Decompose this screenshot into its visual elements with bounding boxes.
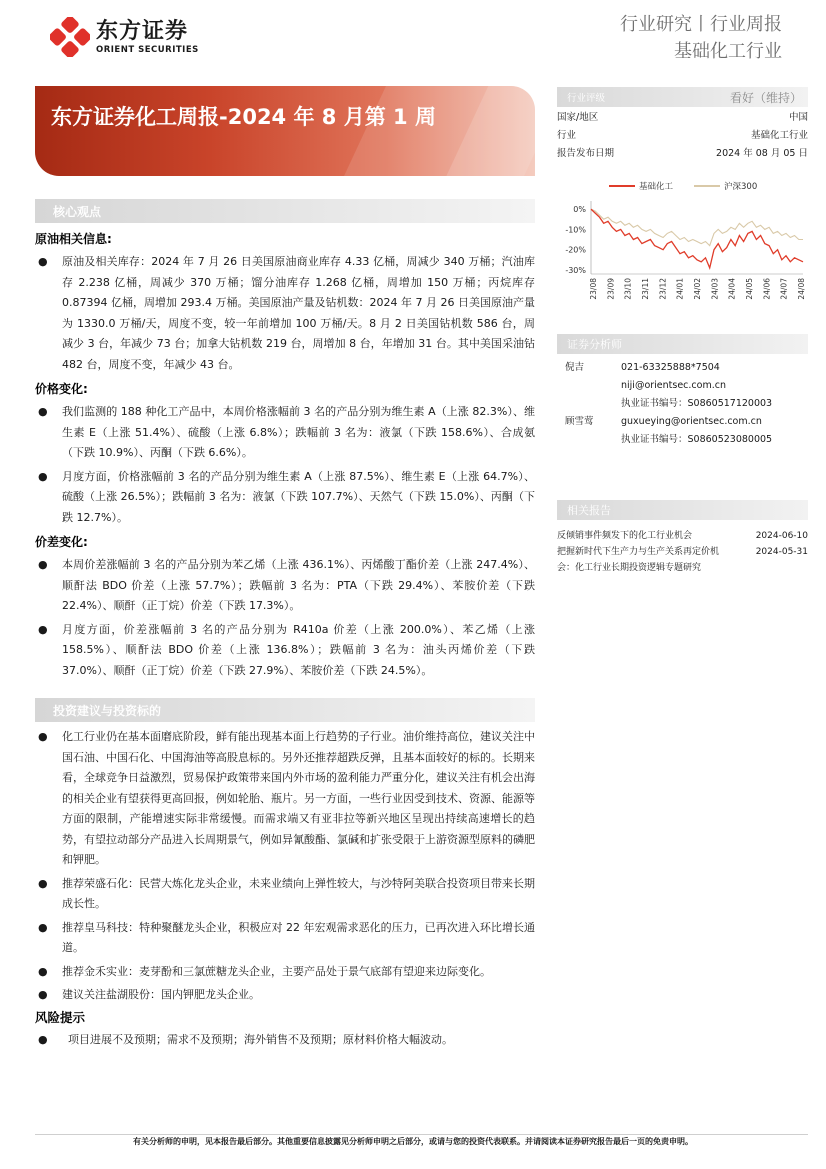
- x-tick-label: 24/08: [797, 278, 806, 300]
- bullet-icon: ●: [38, 469, 48, 483]
- spread-text: 本周价差涨幅前 3 名的产品分别为苯乙烯（上涨 436.1%）、丙烯酸丁酯价差（上涨 247.4%）、顺酐法 BDO 价差（上涨 57.7%）；跌幅前 3 名为：PTA（下跌 29.4%）、苯胺价差（下跌 22.4%）、顺酐（正丁烷）价差（下跌 17.3%）。: [62, 558, 535, 612]
- orient-logo-icon: [50, 17, 90, 57]
- rating-box: [557, 87, 808, 163]
- investment-text: 推荐皇马科技：特种聚醚龙头企业，积极应对 22 年宏观需求恶化的压力，已再次进入环比增长通道。: [62, 920, 535, 954]
- report-type: 行业研究丨行业周报: [620, 14, 782, 35]
- series-line: [591, 209, 803, 268]
- x-tick-label: 24/03: [710, 278, 720, 300]
- x-tick-label: 24/02: [693, 278, 702, 300]
- related-reports-box: [557, 500, 808, 576]
- related-report-title[interactable]: 把握新时代下生产力与生产关系再定价机: [557, 547, 720, 557]
- analyst-cert: 执业证书编号：S0860523080005: [621, 434, 773, 445]
- related-label: 相关报告: [567, 504, 611, 517]
- risk-paragraph: [35, 1030, 535, 1051]
- bullet-icon: ●: [38, 730, 48, 743]
- bullet-icon: ●: [38, 405, 48, 418]
- report-category: [620, 13, 782, 67]
- related-report-date: 2024-06-10: [755, 531, 808, 541]
- y-tick-label: -10%: [565, 225, 586, 235]
- logo-en-text: ORIENT SECURITIES: [96, 44, 199, 55]
- price-text: 月度方面，价格涨幅前 3 名的产品分别为维生素 A（上涨 87.5%）、维生素 E（上涨 64.7%）、硫酸（上涨 26.5%）；跌幅前 3 名为：液氯（下跌 107.7%）、天然气（下跌 15.0%）、丙酮（下跌 12.7%）。: [62, 469, 535, 524]
- x-tick-label: 24/07: [779, 278, 789, 300]
- core-view-section: [35, 199, 535, 681]
- rating-row: [557, 109, 808, 127]
- crude-paragraph: [35, 252, 535, 375]
- x-tick-label: 23/12: [658, 278, 668, 300]
- investment-item: [35, 918, 535, 959]
- bullet-icon: ●: [38, 255, 48, 268]
- performance-chart-svg: [557, 176, 808, 316]
- analyst-cert: 执业证书编号：S0860517120003: [621, 398, 773, 409]
- series-line: [591, 209, 803, 246]
- bullet-icon: ●: [38, 920, 48, 934]
- investment-text: 推荐金禾实业：麦芽酚和三氯蔗糖龙头企业，主要产品处于景气底部有望迎来边际变化。: [62, 964, 491, 978]
- crude-heading: 原油相关信息:: [35, 232, 112, 246]
- rating-bar: [557, 87, 808, 107]
- spread-heading: 价差变化:: [35, 535, 88, 549]
- price-heading: 价格变化:: [35, 382, 88, 396]
- analyst-label: 证券分析师: [567, 338, 622, 351]
- investment-header: [35, 698, 535, 722]
- analyst-entry: [557, 359, 808, 413]
- rating-row: [557, 127, 808, 145]
- investment-item: [35, 874, 535, 915]
- analyst-phone: 021-63325888*7504: [621, 362, 720, 373]
- related-report-title[interactable]: 反倾销事件频发下的化工行业机会: [557, 531, 693, 541]
- rating-label: 行业评级: [567, 93, 606, 104]
- investment-text: 化工行业仍在基本面磨底阶段，鲜有能出现基本面上行趋势的子行业。油价维持高位，建议关注中国石油、中国石化、中国海油等高股息标的。另外还推荐超跌反弹，且基本面较好的标的。长期来看，全球竞争日益激烈，贸易保护政策带来国内外市场的盈利能力严重分化，建议关注有机会出海的相关企业有望获得更高回报，例如轮胎、瓶片。另一方面，一些行业因受到技术、资源、能源等方面的限制，产能增速实际非常缓慢。而需求端又有亚非拉等新兴地区呈现出持续高速增长的趋势，有望拉动部分产品进入长周期景气，例如异氰酸酯、氯碱和扩张受限于上游资源型原料的磷肥和钾肥。: [62, 730, 535, 866]
- report-title: 东方证券化工周报-2024 年 8 月第 1 周: [51, 105, 436, 129]
- bullet-icon: ●: [38, 988, 48, 1001]
- risk-text: 项目进展不及预期；需求不及预期；海外销售不及预期；原材料价格大幅波动。: [68, 1032, 453, 1046]
- y-tick-label: -20%: [565, 245, 586, 255]
- rating-row-value: 中国: [788, 112, 808, 123]
- performance-chart: [557, 176, 808, 316]
- related-report-title[interactable]: 会：化工行业长期投资逻辑专题研究: [557, 563, 702, 573]
- price-paragraph: [35, 467, 535, 529]
- rating-row-key: 国家/地区: [557, 112, 599, 123]
- analyst-name: 顾雪莺: [565, 416, 594, 427]
- core-view-header: [35, 199, 535, 223]
- company-logo: [50, 17, 199, 57]
- analyst-bar: [557, 334, 808, 354]
- footer-disclaimer: 有关分析师的申明，见本报告最后部分。其他重要信息披露见分析师申明之后部分，或请与您的投资代表联系。并请阅读本证券研究报告最后一页的免责申明。: [133, 1137, 693, 1146]
- crude-text: 原油及相关库存：2024 年 7 月 26 日美国原油商业库存 4.33 亿桶，周减少 340 万桶；汽油库存 2.238 亿桶，周减少 370 万桶；馏分油库存 1.268 亿桶，周增加 150 万桶；丙烷库存 0.87394 亿桶，周增加 293.4 万桶。美国原油产量及钻机数：2024 年 7 月 26 日美国原油产量为 1330.0 万桶/天，周度不变，较一年前增加 100 万桶/天。8 月 2 日美国钻机数 586 台，周减少 3 台，年减少 73 台；加拿大钻机数 219 台，周增加 8 台，年增加 31 台。其中美国采油钻 482 台，周度不变，年减少 43 台。: [62, 255, 535, 371]
- rating-row-value: 基础化工行业: [750, 130, 808, 141]
- related-report-item[interactable]: [557, 560, 808, 576]
- price-text: 我们监测的 188 种化工产品中，本周价格涨幅前 3 名的产品分别为维生素 A（上涨 82.3%）、维生素 E（上涨 51.4%）、硫酸（上涨 6.8%）；跌幅前 3 名为：液氯（下跌 158.6%）、合成氨（下跌 10.9%）、丙酮（下跌 6.6%）。: [62, 405, 535, 459]
- bullet-icon: ●: [38, 1032, 48, 1046]
- industry-name: 基础化工行业: [674, 41, 782, 62]
- core-view-label: 核心观点: [53, 204, 102, 219]
- investment-text: 推荐荣盛石化：民营大炼化龙头企业，未来业绩向上弹性较大，与沙特阿美联合投资项目带来长期成长性。: [62, 876, 535, 910]
- analyst-email[interactable]: niji@orientsec.com.cn: [621, 380, 726, 391]
- investment-label: 投资建议与投资标的: [53, 703, 162, 718]
- related-bar: [557, 500, 808, 520]
- logo-cn-text: 东方证券: [96, 18, 189, 44]
- rating-value: 看好（维持）: [729, 90, 802, 105]
- x-tick-label: 23/10: [623, 278, 633, 300]
- investment-item: [35, 727, 535, 871]
- related-report-date: 2024-05-31: [755, 547, 808, 557]
- analyst-entry: [557, 413, 808, 449]
- investment-text: 建议关注盐湖股份：国内钾肥龙头企业。: [62, 988, 260, 1001]
- rating-row-value: 2024 年 08 月 05 日: [716, 148, 808, 159]
- related-report-item[interactable]: [557, 528, 808, 544]
- x-tick-label: 23/08: [589, 278, 598, 300]
- spread-paragraph: [35, 620, 535, 682]
- bullet-icon: ●: [38, 964, 48, 978]
- analyst-box: [557, 334, 808, 449]
- x-tick-label: 24/01: [675, 278, 685, 300]
- x-tick-label: 24/05: [745, 278, 754, 300]
- investment-section: [35, 698, 535, 1050]
- spread-paragraph: [35, 555, 535, 617]
- legend-label: 基础化工: [639, 182, 674, 192]
- legend-label: 沪深300: [724, 182, 758, 192]
- bullet-icon: ●: [38, 876, 48, 890]
- bullet-icon: ●: [38, 622, 48, 636]
- rating-row-key: 报告发布日期: [557, 148, 615, 159]
- x-tick-label: 24/06: [762, 278, 772, 300]
- y-tick-label: 0%: [573, 205, 586, 215]
- bullet-icon: ●: [38, 558, 48, 571]
- investment-item: [35, 962, 535, 983]
- x-tick-label: 24/04: [727, 278, 737, 300]
- footer-divider: [35, 1134, 808, 1135]
- risk-heading: 风险提示: [35, 1009, 86, 1025]
- spread-text: 月度方面，价差涨幅前 3 名的产品分别为 R410a 价差（上涨 200.0%）、苯乙烯（上涨 158.5%）、顺酐法 BDO 价差（上涨 136.8%）；跌幅前 3 名为：油头丙烯价差（下跌 37.0%）、顺酐（正丁烷）价差（下跌 27.9%）、苯胺价差（下跌 24.5%）。: [62, 622, 535, 677]
- title-banner: [35, 86, 535, 176]
- rating-row-key: 行业: [557, 130, 577, 141]
- y-tick-label: -30%: [565, 265, 586, 275]
- analyst-name: 倪吉: [565, 362, 585, 373]
- x-tick-label: 23/11: [641, 278, 650, 300]
- investment-item: [35, 985, 535, 1006]
- related-report-item[interactable]: [557, 544, 808, 560]
- rating-row: [557, 145, 808, 163]
- analyst-email[interactable]: guxueying@orientsec.com.cn: [621, 416, 762, 427]
- x-tick-label: 23/09: [606, 278, 616, 300]
- price-paragraph: [35, 402, 535, 464]
